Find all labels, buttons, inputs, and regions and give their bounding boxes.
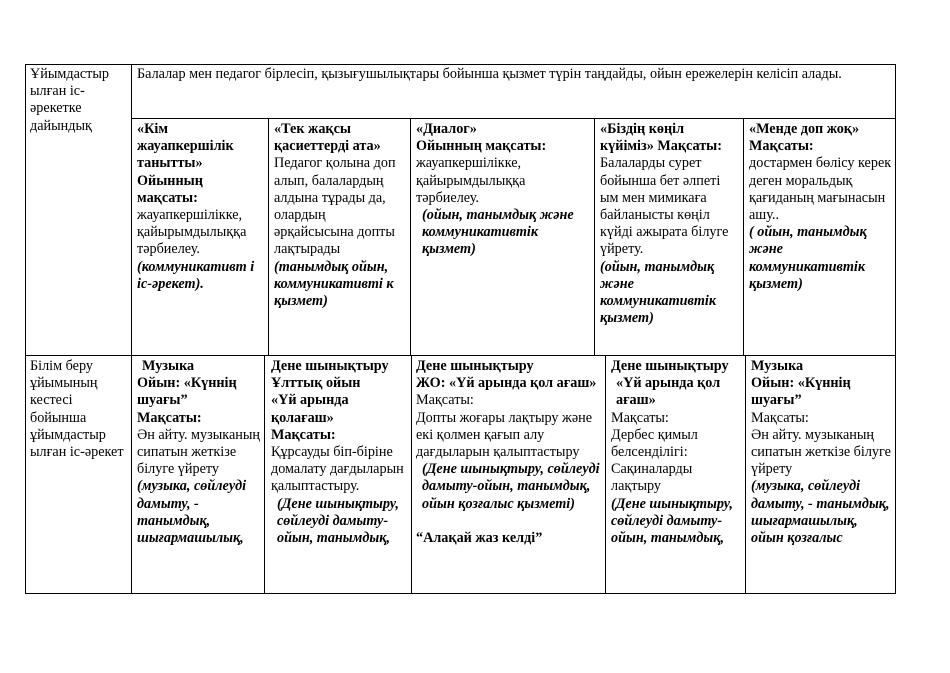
lesson-game: ЖО: «Үй арында қол ағаш» <box>416 375 597 392</box>
lesson-goal-label: Мақсаты: <box>751 409 809 426</box>
game-title: «Біздің көңіл күйіміз» Мақсаты: <box>600 121 722 155</box>
lesson-game-line <box>416 375 602 409</box>
game-cell-3 <box>416 121 590 259</box>
lesson-cell-3 <box>416 358 602 547</box>
lesson-goal-label: Мақсаты: <box>416 392 474 409</box>
row-header-text: Білім беру ұйымының кестесі бойынша ұйымдастыр ылған іс-әрекет <box>30 358 124 461</box>
table-subrow-divider <box>131 118 896 119</box>
lesson-goal-label: Мақсаты: <box>271 426 336 443</box>
table-border-left <box>25 64 26 594</box>
game-activity-type: (ойын, танымдық және коммуникативтік қызмет) <box>422 207 574 258</box>
row-header-text: Ұйымдастыр ылған іс-әрекетке дайындық <box>30 66 109 134</box>
lesson-game: «Үй арында қолағаш» <box>271 392 349 426</box>
lesson-activity-type: (Дене шынықтыру, сөйлеуді дамыту-ойын, танымдық, <box>611 495 733 547</box>
lesson-song: “Алақай жаз келді” <box>416 529 543 546</box>
game-goal-text: Балаларды сурет бойынша бет әлпеті ым мен мимикаға байланысты көңіл күйді ажырата білуге үйрету. <box>600 155 729 258</box>
table-column-divider <box>743 118 744 355</box>
game-cell-5 <box>749 121 893 293</box>
lesson-cell-5 <box>751 358 893 547</box>
game-cell-2 <box>274 121 408 310</box>
game-activity-type: (танымдық ойын, коммуникативті к қызмет) <box>274 258 394 310</box>
lesson-cell-2 <box>271 358 409 547</box>
lesson-game-type: Ұлттық ойын <box>271 375 361 392</box>
row-header-schedule <box>30 358 128 461</box>
table-border-bottom <box>25 593 896 594</box>
lesson-game: Ойын: «Күннің шуағы” <box>137 375 237 409</box>
lesson-goal-text: Құрсауды біп-біріне домалату дағдыларын қалыптастыру. <box>271 444 404 495</box>
lesson-subject: Дене шынықтыру <box>416 358 534 374</box>
game-activity-type: (коммуникативт і іс-әрекет). <box>137 258 255 292</box>
game-activity-type: ( ойын, танымдық және коммуникативтік қызмет) <box>749 224 867 292</box>
lesson-cell-4 <box>611 358 743 547</box>
table-column-divider <box>605 355 606 593</box>
game-title: «Кім жауапкершілік танытты» <box>137 121 234 172</box>
game-title: «Менде доп жоқ» Мақсаты: <box>749 121 860 155</box>
lesson-subject: Дене шынықтыру <box>611 358 729 374</box>
game-goal-text: жауапкершілікке, қайырымдылыққа тәрбиелеу. <box>416 155 526 206</box>
lesson-goal-text: Ән айту. музыканың сипатын жеткізе білуге үйрету <box>751 426 891 478</box>
lesson-goal-text: Допты жоғары лақтыру және екі қолмен қағып алу дағдыларын қалыптастыру <box>416 409 593 461</box>
table-border-top <box>25 64 896 65</box>
table-border-right <box>895 64 896 594</box>
lesson-activity-type: (Дене шынықтыру, сөйлеуді дамыту-ойын, танымдық, <box>277 495 399 547</box>
lesson-goal-text: Дербес қимыл белсенділігі: Сақиналарды лақтыру <box>611 426 698 495</box>
table-column-divider <box>131 64 132 594</box>
lesson-activity-type: (музыка, сөйлеуді дамыту, - танымдық, шығармашылық, <box>137 478 247 547</box>
game-goal-text: жауапкершілікке, қайырымдылыққа тәрбиелеу. <box>137 207 247 258</box>
lesson-subject: Музыка <box>142 358 195 374</box>
table-column-divider <box>264 355 265 593</box>
row-intro <box>137 66 889 83</box>
game-activity-type: (ойын, танымдық және коммуникативтік қызмет) <box>600 258 717 327</box>
game-title: «Тек жақсы қасиеттерді ата» <box>274 121 381 155</box>
lesson-goal-label: Мақсаты: <box>137 409 202 426</box>
table-column-divider <box>745 355 746 593</box>
game-cell-4 <box>600 121 740 327</box>
lesson-activity-type: (Дене шынықтыру, сөйлеуді дамыту-ойын, танымдық, ойын қозғалыс қызметі) <box>422 461 600 512</box>
table-column-divider <box>410 118 411 355</box>
game-cell-1 <box>137 121 266 293</box>
game-goal-label: Ойынның мақсаты: <box>137 172 203 206</box>
table-column-divider <box>268 118 269 355</box>
lesson-cell-1 <box>137 358 262 547</box>
game-goal-label: Ойынның мақсаты: <box>416 138 547 155</box>
lesson-goal-label: Мақсаты: <box>611 409 669 426</box>
table-column-divider <box>411 355 412 593</box>
lesson-game: «Үй арында қол ағаш» <box>616 375 721 409</box>
table-column-divider <box>594 118 595 355</box>
row-header-preparation <box>30 66 128 135</box>
table-row-divider <box>25 355 896 356</box>
lesson-activity-type: (музыка, сөйлеуді дамыту, - танымдық, шығармашылық, ойын қозғалыс <box>751 478 890 547</box>
lesson-game: Ойын: «Күннің шуағы” <box>751 375 851 409</box>
game-goal-text: достармен бөлісу керек деген моральдық қағиданың мағынасын ашу.. <box>749 155 892 224</box>
game-title: «Диалог» <box>416 121 477 137</box>
row-intro-text: Балалар мен педагог бірлесіп, қызығушылықтары бойынша қызмет түрін таңдайды, ойын ережелерін келісіп алады. <box>137 66 842 82</box>
lesson-subject: Музыка <box>751 358 804 374</box>
lesson-subject: Дене шынықтыру <box>271 358 389 374</box>
lesson-goal-text: Ән айту. музыканың сипатын жеткізе білуге үйрету <box>137 426 260 478</box>
game-goal-text: Педагог қолына доп алып, балалардың алдына тұрады да, олардың әрқайсысына допты лақтырады <box>274 155 396 258</box>
